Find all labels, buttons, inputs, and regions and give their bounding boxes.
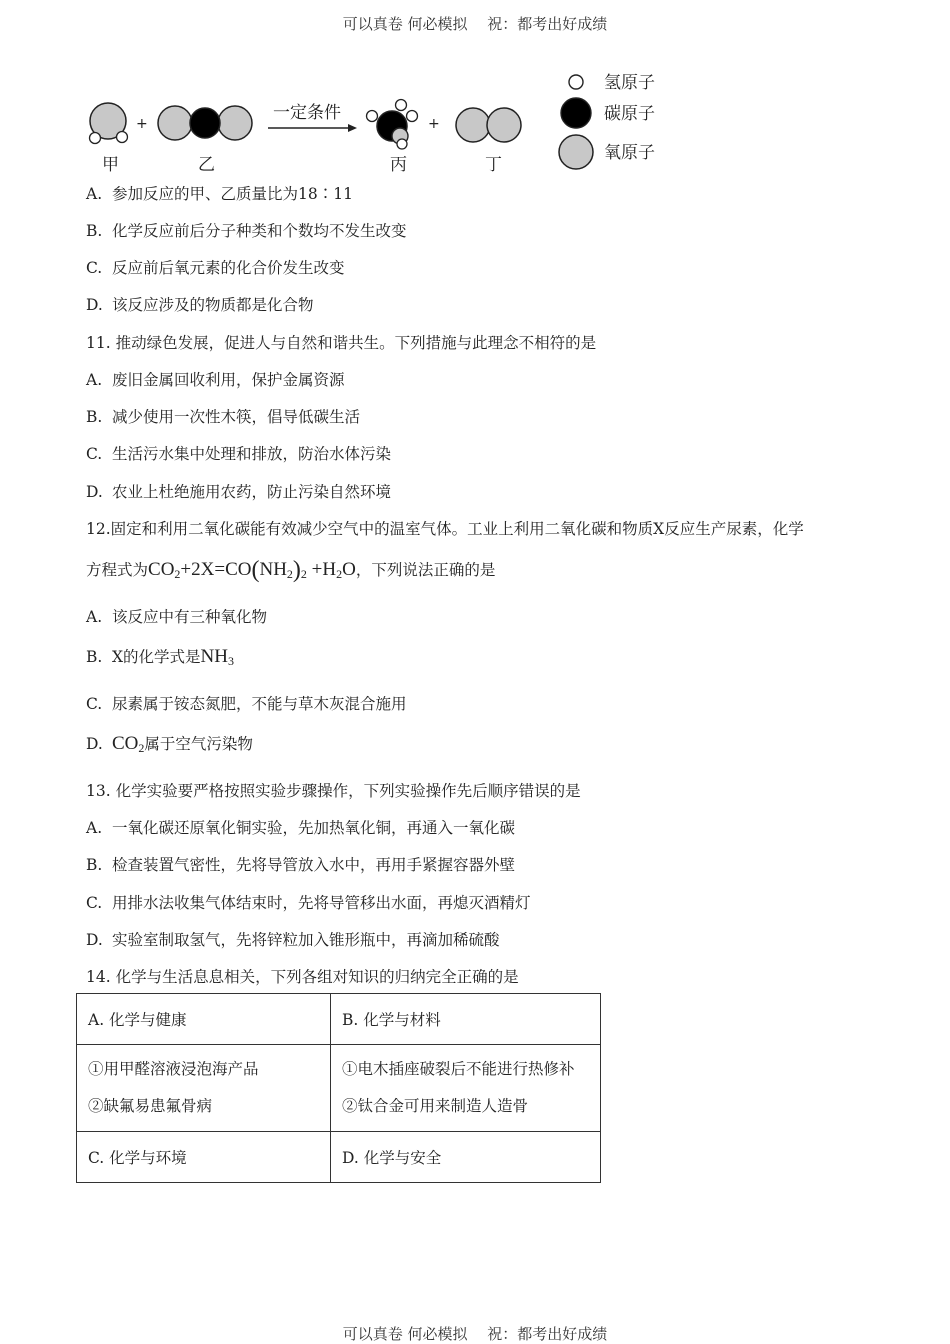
molecule-jia [90,103,128,144]
q13-option-b: B. 检查装置气密性，先将导管放入水中，再用手紧握容器外壁 [86,856,516,874]
label-bing: 丙 [390,155,407,175]
q10-option-c: C. 反应前后氧元素的化合价发生改变 [86,259,345,277]
cell-c-title: C. 化学与环境 [77,1132,331,1183]
q13-stem: 13. 化学实验要严格按照实验步骤操作，下列实验操作先后顺序错误的是 [86,782,581,800]
legend-hydrogen: 氢原子 [604,73,655,93]
label-yi: 乙 [198,155,215,175]
molecule-ding [456,108,521,142]
q11-option-b: B. 减少使用一次性木筷，倡导低碳生活 [86,408,361,426]
q11-option-c: C. 生活污水集中处理和排放，防治水体污染 [86,445,392,463]
plus-sign-2: + [428,116,440,132]
molecule-bing [367,100,418,150]
label-ding: 丁 [485,155,502,175]
q10-option-a: A. 参加反应的甲、乙质量比为18∶11 [86,185,353,203]
q12-stem-line2: 方程式为$CO_2+2X=CO(NH_2)_2 +H_2O$，下列说法正确的是 [86,557,496,583]
cell-a-title: A. 化学与健康 [77,994,331,1045]
q10-option-d: D. 该反应涉及的物质都是化合物 [86,296,314,314]
q10-option-b: B. 化学反应前后分子种类和个数均不发生改变 [86,222,407,240]
q13-option-a: A. 一氧化碳还原氧化铜实验，先加热氧化铜，再通入一氧化碳 [86,819,516,837]
q12-stem-line1: 12.固定和利用二氧化碳能有效减少空气中的温室气体。工业上利用二氧化碳和物质X反应生产尿素，化学 [86,520,804,538]
cell-b-items: ①电木插座破裂后不能进行热修补 ②钛合金可用来制造人造骨 [331,1045,601,1132]
reaction-diagram [80,66,700,178]
label-jia: 甲 [102,155,119,175]
q12-option-a: A. 该反应中有三种氧化物 [86,608,268,626]
cell-d-title: D. 化学与安全 [331,1132,601,1183]
cell-a-items: ①用甲醛溶液浸泡海产品 ②缺氟易患氟骨病 [77,1045,331,1132]
q11-stem: 11. 推动绿色发展，促进人与自然和谐共生。下列措施与此理念不相符的是 [86,334,597,352]
q11-option-a: A. 废旧金属回收利用，保护金属资源 [86,371,345,389]
arrow-condition: 一定条件 [273,103,341,123]
q12-option-c: C. 尿素属于铵态氮肥，不能与草木灰混合施用 [86,695,407,713]
q14-knowledge-table [76,993,601,1183]
page-footer: 可以真卷 何必模拟 祝：都考出好成绩 [342,1325,608,1343]
q13-option-d: D. 实验室制取氢气，先将锌粒加入锥形瓶中，再滴加稀硫酸 [86,931,500,949]
q13-option-c: C. 用排水法收集气体结束时，先将导管移出水面，再熄灭酒精灯 [86,894,531,912]
q12-equation: $CO_2+2X=CO(NH_2)_2 +H_2O$ [148,557,356,583]
legend-oxygen: 氧原子 [604,143,655,163]
cell-b-title: B. 化学与材料 [331,994,601,1045]
legend [559,73,655,169]
page-header: 可以真卷 何必模拟 祝：都考出好成绩 [342,15,608,33]
plus-sign: + [136,116,148,132]
legend-carbon: 碳原子 [604,104,655,124]
q12-option-b: B. X的化学式是$NH_3$ [86,646,234,668]
molecule-yi [158,106,252,140]
q12-option-d: D. $CO_2$属于空气污染物 [86,733,253,755]
q11-option-d: D. 农业上杜绝施用农药，防止污染自然环境 [86,483,392,501]
q14-stem: 14. 化学与生活息息相关，下列各组对知识的归纳完全正确的是 [86,968,519,986]
